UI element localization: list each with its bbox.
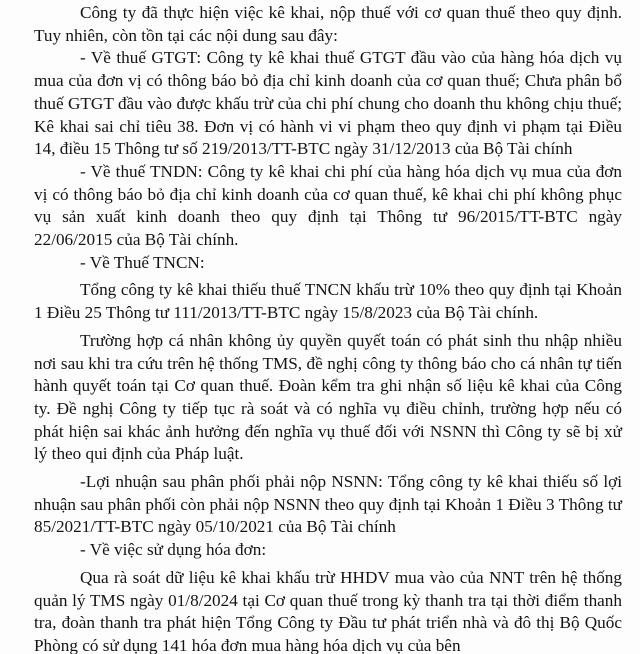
paragraph-intro: Công ty đã thực hiện việc kê khai, nộp thuế với cơ quan thuế theo quy định. Tuy nhiên, còn tồn tại các nội dung sau đây: — [34, 3, 622, 45]
paragraph-invoice: Qua rà soát dữ liệu kê khai khấu trừ HHDV mua vào của NNT trên hệ thống quản lý TMS ngày 01/8/2024 tại Cơ quan thuế trong kỳ thanh tra tại thời điểm thanh tra, đoàn thanh tra phát hiện Tổng Công ty Đầu tư phát triển nhà và đô thị Bộ Quốc Phòng có sử dụng 141 hóa đơn mua hàng hóa dịch vụ của bên — [34, 567, 622, 654]
document-body — [34, 2, 622, 654]
paragraph-settlement: Trường hợp cá nhân không ủy quyền quyết toán có phát sinh thu nhập nhiều nơi sau khi tra cứu trên hệ thống TMS, đề nghị công ty thông báo cho cá nhân tự tiến hành quyết toán tại Cơ quan thuế. Đoàn kểm tra ghi nhận số liệu kê khai của Công ty. Đề nghị Công ty tiếp tục rà soát và có nghĩa vụ điều chỉnh, trường hợp nếu có phát hiện sai khác ảnh hưởng đến nghĩa vụ thuế đối với NSNN thì Công ty sẽ bị xử lý theo qui định của Pháp luật. — [34, 330, 622, 464]
paragraph-pit-heading: - Về Thuế TNCN: — [80, 252, 205, 272]
paragraph-cit: - Về thuế TNDN: Công ty kê khai chi phí của hàng hóa dịch vụ mua của đơn vị có thông báo bỏ địa chỉ kinh doanh của cơ quan thuế, kê khai chi phí không phục vụ sản xuất kinh doanh theo quy định tại Thông tư 96/2015/TT-BTC ngày 22/06/2015 của Bộ Tài chính. — [34, 161, 622, 250]
paragraph-pit: Tổng công ty kê khai thiếu thuế TNCN khấu trừ 10% theo quy định tại Khoản 1 Điều 25 Thông tư 111/2013/TT-BTC ngày 15/8/2023 của Bộ Tài chính. — [34, 280, 622, 323]
paragraph-profit: -Lợi nhuận sau phân phối phải nộp NSNN: Tổng công ty kê khai thiếu số lợi nhuận sau phân phối còn phải nộp NSNN theo quy định tại Khoản 1 Điều 3 Thông tư 85/2021/TT-BTC ngày 05/10/2021 của Bộ Tài chính — [34, 472, 622, 537]
paragraph-vat: - Về thuế GTGT: Công ty kê khai thuế GTGT đầu vào của hàng hóa dịch vụ mua của đơn vị có thông báo bỏ địa chỉ kinh doanh của cơ quan thuế; Chưa phân bổ thuế GTGT đầu vào được khấu trừ của chi phí chung cho doanh thu không chịu thuế; Kê khai sai chỉ tiêu 38. Đơn vị có hành vi vi phạm theo quy định vi phạm tại Điều 14, điều 15 Thông tư số 219/2013/TT-BTC ngày 31/12/2013 của Bộ Tài chính — [34, 48, 622, 159]
paragraph-invoice-heading: - Về việc sử dụng hóa đơn: — [80, 540, 267, 560]
